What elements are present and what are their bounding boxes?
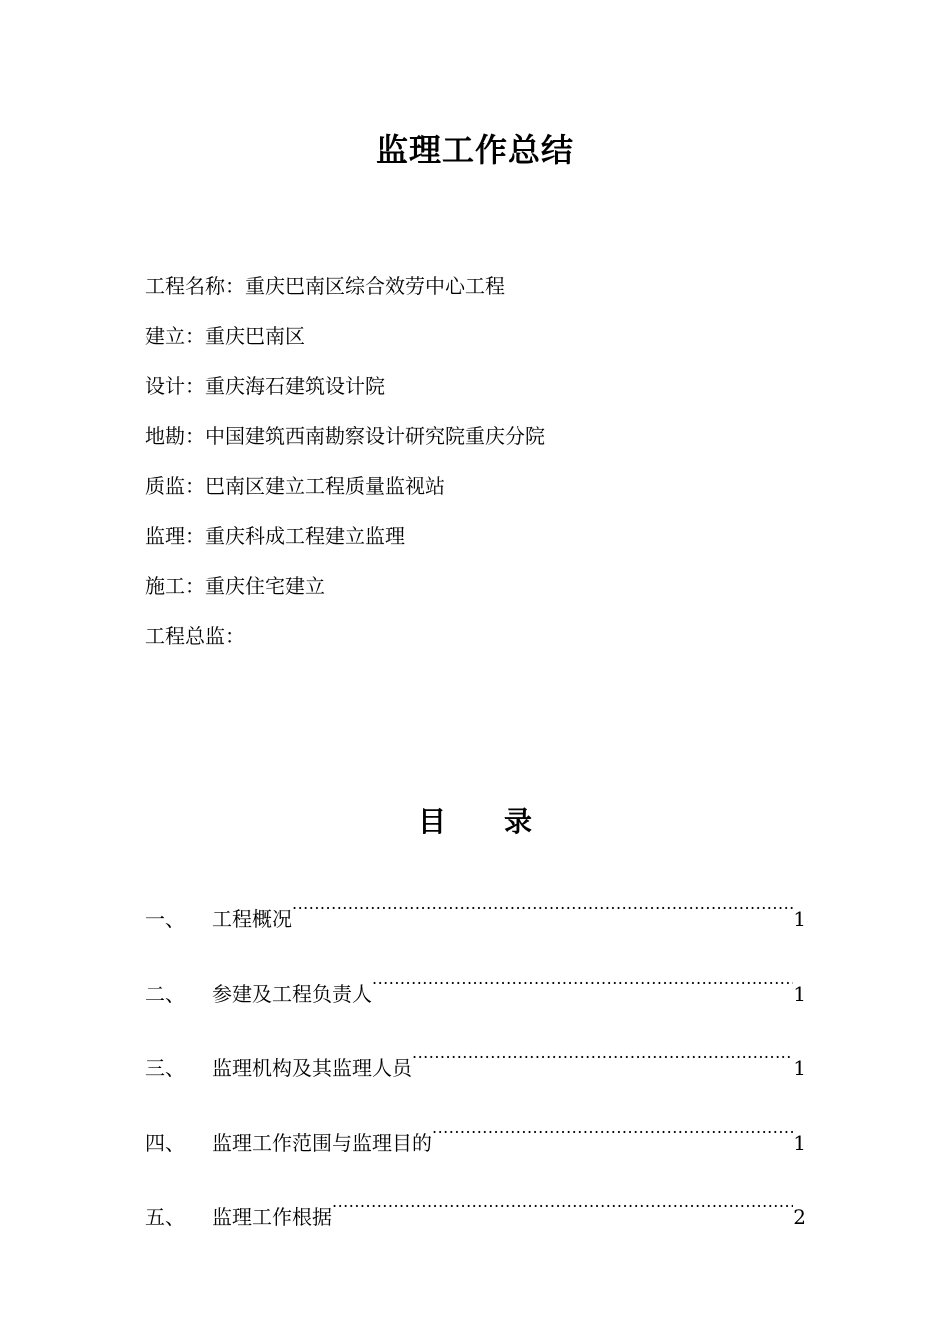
info-chief-supervisor: 工程总监： xyxy=(145,624,245,648)
toc-entry-text: 监理工作范围与监理目的 xyxy=(212,1130,432,1155)
info-design-unit: 设计：重庆海石建筑设计院 xyxy=(145,374,385,398)
info-construction-unit: 建立：重庆巴南区 xyxy=(145,324,305,348)
toc-leader-dots xyxy=(412,1039,793,1075)
toc-entry-text: 监理机构及其监理人员 xyxy=(212,1056,412,1080)
info-project-name: 工程名称：重庆巴南区综合效劳中心工程 xyxy=(145,274,505,298)
toc-title-left: 目 xyxy=(417,805,446,838)
toc-entry-text: 工程概况 xyxy=(212,907,292,931)
toc-entry-number: 五、 xyxy=(145,1205,185,1229)
toc-entry-page: 1 xyxy=(793,907,806,931)
toc-entry-page: 2 xyxy=(793,1205,806,1229)
toc-entry-page: 1 xyxy=(793,981,806,1006)
toc-entry-text: 参建及工程负责人 xyxy=(212,981,372,1006)
toc-leader-dots xyxy=(292,890,793,926)
toc-leader-dots xyxy=(432,1114,793,1150)
toc-entry-number: 四、 xyxy=(145,1130,185,1155)
toc-list xyxy=(145,890,806,1263)
toc-entry-text: 监理工作根据 xyxy=(212,1205,332,1229)
toc-entry-number: 三、 xyxy=(145,1056,185,1080)
info-survey-unit: 地勘：中国建筑西南勘察设计研究院重庆分院 xyxy=(145,424,545,448)
info-contractor: 施工：重庆住宅建立 xyxy=(145,574,325,598)
info-supervision-unit: 监理：重庆科成工程建立监理 xyxy=(145,524,405,548)
document-title: 监理工作总结 xyxy=(375,131,574,169)
toc-entry-number: 一、 xyxy=(145,907,185,931)
toc-entry[interactable] xyxy=(145,1039,806,1114)
toc-title-right: 录 xyxy=(504,805,533,838)
toc-entry-page: 1 xyxy=(793,1130,806,1155)
toc-entry-page: 1 xyxy=(793,1056,806,1080)
project-info-list xyxy=(145,268,845,668)
toc-entry[interactable] xyxy=(145,965,806,1040)
toc-entry[interactable] xyxy=(145,890,806,965)
toc-title xyxy=(0,800,950,844)
toc-leader-dots xyxy=(372,965,793,1001)
toc-entry[interactable] xyxy=(145,1188,806,1263)
toc-entry[interactable] xyxy=(145,1114,806,1189)
info-quality-supervision: 质监：巴南区建立工程质量监视站 xyxy=(145,474,445,498)
toc-entry-number: 二、 xyxy=(145,981,185,1006)
toc-leader-dots xyxy=(332,1188,793,1224)
